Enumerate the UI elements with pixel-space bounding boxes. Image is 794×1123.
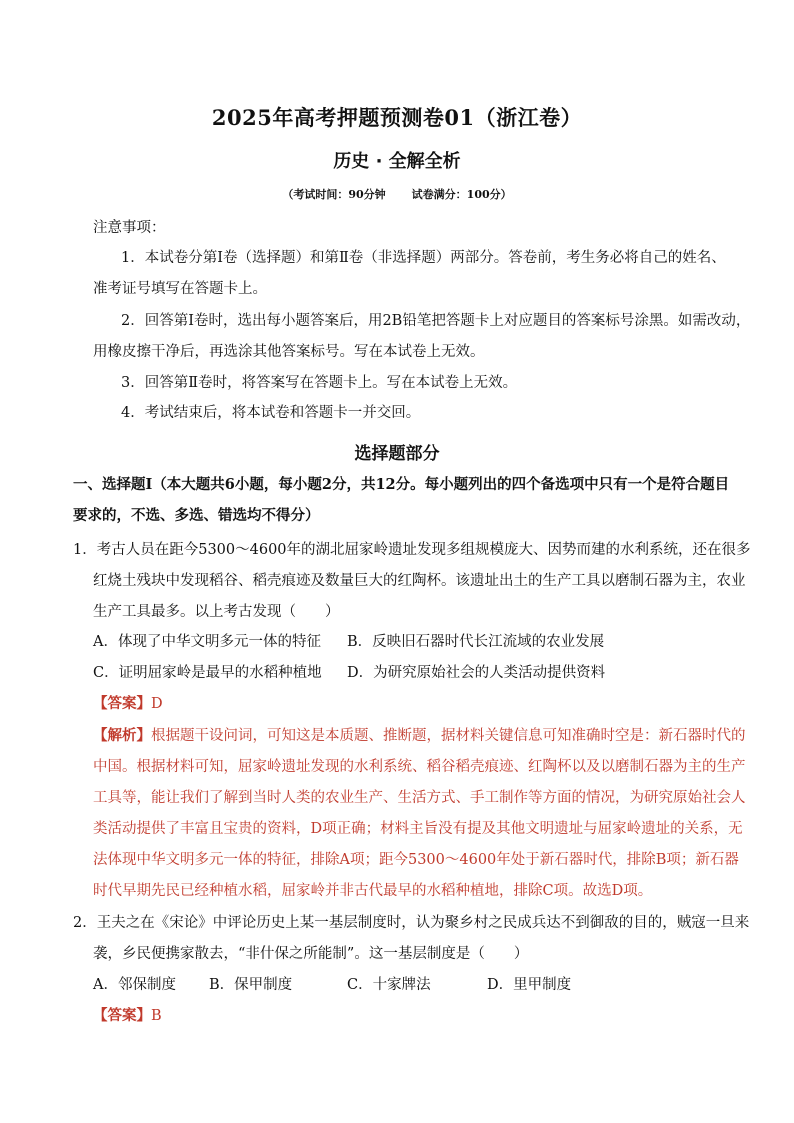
q1-answer [93,694,163,714]
exam-meta [0,186,794,202]
answer-value: D [151,696,163,712]
q2-option-b: B．保甲制度 [209,977,293,993]
answer-tag: 【答案】 [93,695,151,712]
q2-option-c: C．十家牌法 [347,977,431,993]
notice-item-2: 2．回答第Ⅰ卷时，选出每小题答案后，用2B铅笔把答题卡上对应题目的答案标号涂黑。如需改动， [121,313,751,329]
q1-option-a: A．体现了中华文明多元一体的特征 [93,634,321,650]
notice-item-3: 3．回答第Ⅱ卷时，将答案写在答题卡上。写在本试卷上无效。 [121,375,518,391]
q1-analysis [93,726,746,746]
page-title: 2025年高考押题预测卷01（浙江卷） [211,105,583,130]
q1-stem-end: 生产工具最多。以上考古发现（ ） [93,604,340,620]
q2-stem: 2．王夫之在《宋论》中评论历史上某一基层制度时，认为聚乡村之民成兵达不到御敌的目的，贼寇一旦来 [73,915,750,931]
q2-stem-cont: 袭，乡民便携家散去，“非什保之所能制”。这一基层制度是（ ） [93,946,529,962]
q1-option-c: C．证明屈家岭是最早的水稻种植地 [93,665,322,681]
q2-option-a: A．邻保制度 [93,977,176,993]
notice-item-1: 1．本试卷分第Ⅰ卷（选择题）和第Ⅱ卷（非选择题）两部分。答卷前，考生务必将自己的姓名、 [121,250,726,266]
analysis-tag: 【解析】 [93,727,151,744]
q1-analysis-line-6: 时代早期先民已经种植水稻，屈家岭并非古代最早的水稻种植地，排除C项。故选D项。 [93,883,653,899]
q1-analysis-line-5: 法体现中华文明多元一体的特征，排除A项；距今5300～4600年处于新石器时代，排除B项；新石器 [93,852,739,868]
analysis-text: 根据题干设问词，可知这是本质题、推断题，据材料关键信息可知准确时空是：新石器时代的 [151,728,746,744]
section-instructions-cont: 要求的，不选、多选、错选均不得分） [73,507,320,524]
section-title: 选择题部分 [354,444,440,464]
q2-answer [93,1006,162,1026]
q1-option-b: B．反映旧石器时代长江流域的农业发展 [347,634,605,650]
q1-option-d: D．为研究原始社会的人类活动提供资料 [347,665,606,681]
answer-value: B [151,1008,162,1024]
notice-item-4: 4．考试结束后，将本试卷和答题卡一并交回。 [121,405,421,421]
q1-analysis-line-2: 中国。根据材料可知，屈家岭遗址发现的水利系统、稻谷稻壳痕迹、红陶杯以及以磨制石器为主的生产 [93,759,746,775]
exam-time: （考试时间：90分钟 [282,188,386,201]
q1-analysis-line-4: 类活动提供了丰富且宝贵的资料，D项正确；材料主旨没有提及其他文明遗址与屈家岭遗址的关系，无 [93,821,743,837]
notice-item-1-cont: 准考证号填写在答题卡上。 [93,281,267,297]
q1-analysis-line-3: 工具等，能让我们了解到当时人类的农业生产、生活方式、手工制作等方面的情况，为研究原始社会人 [93,790,746,806]
section-instructions: 一、选择题Ⅰ（本大题共6小题，每小题2分，共12分。每小题列出的四个备选项中只有一个是符合题目 [73,476,730,493]
notice-item-2-cont: 用橡皮擦干净后，再选涂其他答案标号。写在本试卷上无效。 [93,344,485,360]
q2-option-d: D．里甲制度 [487,977,572,993]
page-subtitle: 历史 · 全解全析 [333,151,461,172]
notice-heading: 注意事项： [93,220,166,236]
q1-stem-cont: 红烧土残块中发现稻谷、稻壳痕迹及数量巨大的红陶杯。该遗址出土的生产工具以磨制石器为主，农业 [93,573,746,589]
full-score: 试卷满分：100分） [411,188,512,201]
answer-tag: 【答案】 [93,1007,151,1024]
q1-stem: 1．考古人员在距今5300～4600年的湖北屈家岭遗址发现多组规模庞大、因势而建的水利系统，还在很多 [73,542,751,558]
